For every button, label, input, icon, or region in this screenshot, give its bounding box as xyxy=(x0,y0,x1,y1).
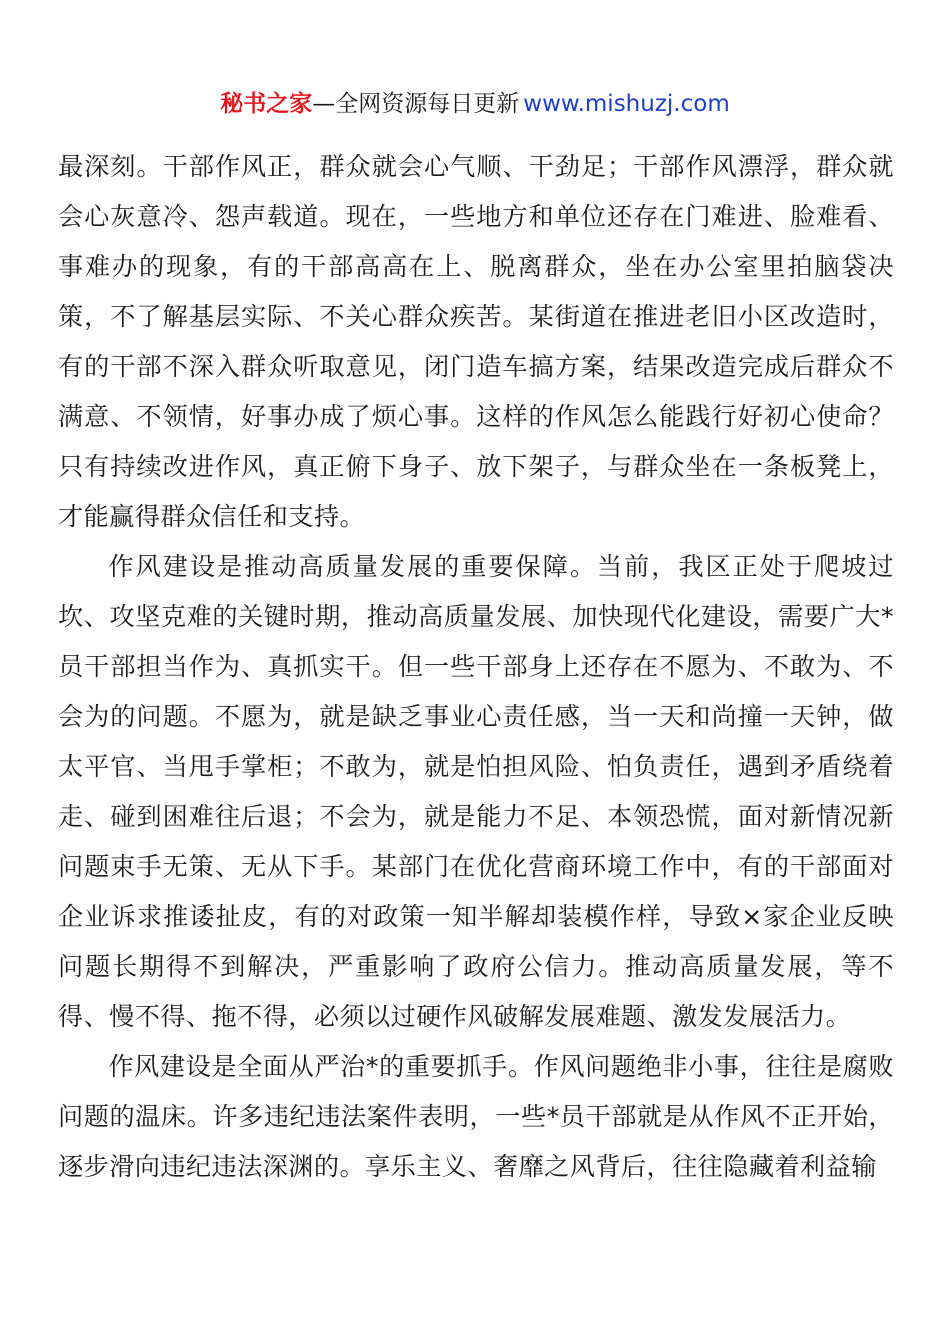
page-header xyxy=(0,88,950,120)
site-url-link[interactable]: www.mishuzj.com xyxy=(523,91,730,117)
document-body xyxy=(58,142,894,1192)
paragraph-continuation: 最深刻。干部作风正，群众就会心气顺、干劲足；干部作风漂浮，群众就会心灰意冷、怨声载道。现在，一些地方和单位还存在门难进、脸难看、事难办的现象，有的干部高高在上、脱离群众，坐在办公室里拍脑袋决策，不了解基层实际、不关心群众疾苦。某街道在推进老旧小区改造时，有的干部不深入群众听取意见，闭门造车搞方案，结果改造完成后群众不满意、不领情，好事办成了烦心事。这样的作风怎么能践行好初心使命？只有持续改进作风，真正俯下身子、放下架子，与群众坐在一条板凳上，才能赢得群众信任和支持。 xyxy=(58,152,894,531)
brand-name: 秘书之家 xyxy=(220,91,313,117)
header-tagline: —全网资源每日更新 xyxy=(312,91,520,117)
paragraph-high-quality-development: 作风建设是推动高质量发展的重要保障。当前，我区正处于爬坡过坎、攻坚克难的关键时期，推动高质量发展、加快现代化建设，需要广大*员干部担当作为、真抓实干。但一些干部身上还存在不愿为、不敢为、不会为的问题。不愿为，就是缺乏事业心责任感，当一天和尚撞一天钟，做太平官、当甩手掌柜；不敢为，就是怕担风险、怕负责任，遇到矛盾绕着走、碰到困难往后退；不会为，就是能力不足、本领恐慌，面对新情况新问题束手无策、无从下手。某部门在优化营商环境工作中，有的干部面对企业诉求推诿扯皮，有的对政策一知半解却装模作样，导致×家企业反映问题长期得不到解决，严重影响了政府公信力。推动高质量发展，等不得、慢不得、拖不得，必须以过硬作风破解发展难题、激发发展活力。 xyxy=(58,552,894,1031)
paragraph-party-governance: 作风建设是全面从严治*的重要抓手。作风问题绝非小事，往往是腐败问题的温床。许多违纪违法案件表明，一些*员干部就是从作风不正开始，逐步滑向违纪违法深渊的。享乐主义、奢靡之风背后，往往隐藏着利益输 xyxy=(58,1052,894,1181)
